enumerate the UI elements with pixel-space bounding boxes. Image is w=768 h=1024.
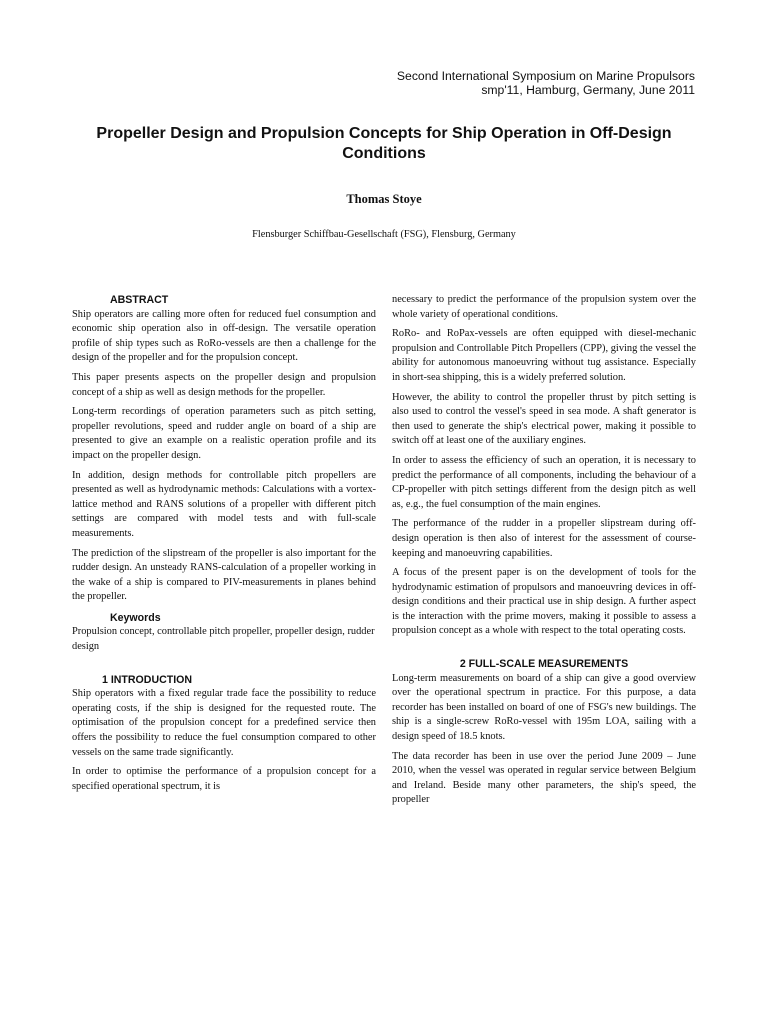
introduction-paragraph: RoRo- and RoPax-vessels are often equipped with diesel-mechanic propulsion and Controllable Pitch Propellers (CPP), giving the vessel the ability for autonomous manoeuvring without tug assistance. Especially in short-sea shipping, this is a widely preferred solution. [392,328,696,383]
conference-details: smp'11, Hamburg, Germany, June 2011 [481,83,695,97]
introduction-paragraph: In order to optimise the performance of a propulsion concept for a specified operational spectrum, it is [72,766,376,792]
abstract-paragraph: In addition, design methods for controllable pitch propellers are presented as well as hydrodynamic methods: Calculations with a vortex-lattice method and RANS solutions of a propeller with different pitch settings are compared with model tests and with full-scale measurements. [72,469,376,539]
introduction-paragraph: Ship operators with a fixed regular trade face the possibility to reduce operating costs, if the ship is designed for the requested route. The optimisation of the propulsion concept for a predefined service then offers the possibility to reduce the fuel consumption compared to other vessels on the same trade significantly. [72,688,376,758]
abstract-paragraph: The prediction of the slipstream of the propeller is also important for the rudder design. An unsteady RANS-calculation of a propeller working in the wake of a ship is compared to PIV-measurements in planes behind the propeller. [72,547,376,603]
abstract-paragraph: Long-term recordings of operation parameters such as pitch setting, propeller revolutions, speed and rudder angle on board of a ship are presented to give an example on a realistic operation profile and its impact on the propeller design. [72,406,376,461]
introduction-paragraph: However, the ability to control the propeller thrust by pitch setting is also used to control the vessel's speed in sea mode. A shaft generator is then used to generate the ship's electrical power, making it possible to switch off at least one of the auxiliary engines. [392,391,696,447]
abstract-paragraph: This paper presents aspects on the propeller design and propulsion concept of a ship as well as design methods for the propeller. [72,371,376,398]
conference-header [397,69,695,97]
full-scale-heading: 2 FULL-SCALE MEASUREMENTS [459,658,629,671]
full-scale-paragraph: Long-term measurements on board of a ship can give a good overview over the operational spectrum in practice. For this purpose, a data recorder has been installed on board of one of FSG's new buildings. The ship is a single-screw RoRo-vessel with 195m LOA, sailing with a design speed of 18.5 knots. [392,672,696,743]
introduction-paragraph: The performance of the rudder in a propeller slipstream during off-design operation is then also of interest for the assessment of course-keeping and manoeuvring capabilities. [392,518,696,559]
keywords-heading: Keywords [110,611,161,624]
introduction-heading: 1 INTRODUCTION [102,673,193,686]
introduction-paragraph: In order to assess the efficiency of such an operation, it is necessary to predict the performance of all components, including the behaviour of a CP-propeller with pitch settings different from the design pitch as well as, e.g., the fuel consumption of the main engines. [392,454,696,510]
introduction-paragraph: necessary to predict the performance of the propulsion system over the whole variety of operational conditions. [392,294,696,320]
paper-title: Propeller Design and Propulsion Concepts for Ship Operation in Off-Design Conditions [96,125,672,162]
abstract-heading: ABSTRACT [110,294,169,306]
author-affiliation: Flensburger Schiffbau-Gesellschaft (FSG), Flensburg, Germany [252,229,516,240]
introduction-paragraph: A focus of the present paper is on the development of tools for the hydrodynamic estimation of propulsors and manoeuvring devices in off-design conditions and their practical use in ship design. A further aspect is the interaction with the prime movers, making it possible to assess a propulsion concept as a whole with respect to the total operating costs. [392,567,696,637]
paper-author: Thomas Stoye [346,192,422,206]
left-column [72,293,376,799]
abstract-paragraph: Ship operators are calling more often for reduced fuel consumption and economic ship operation also in off-design. The versatile operation profile of ship types such as RoRo-vessels are then a challenge for the design of the propeller and for the propulsion concept. [72,308,376,364]
conference-name: Second International Symposium on Marine Propulsors [396,69,695,83]
full-scale-paragraph: The data recorder has been in use over the period June 2009 – June 2010, when the vessel was operated in regular service between Belgium and Ireland. Beside many other parameters, the ship's speed, the propeller [392,750,696,806]
keywords-text: Propulsion concept, controllable pitch propeller, propeller design, rudder design [72,626,375,653]
right-column [392,293,696,813]
